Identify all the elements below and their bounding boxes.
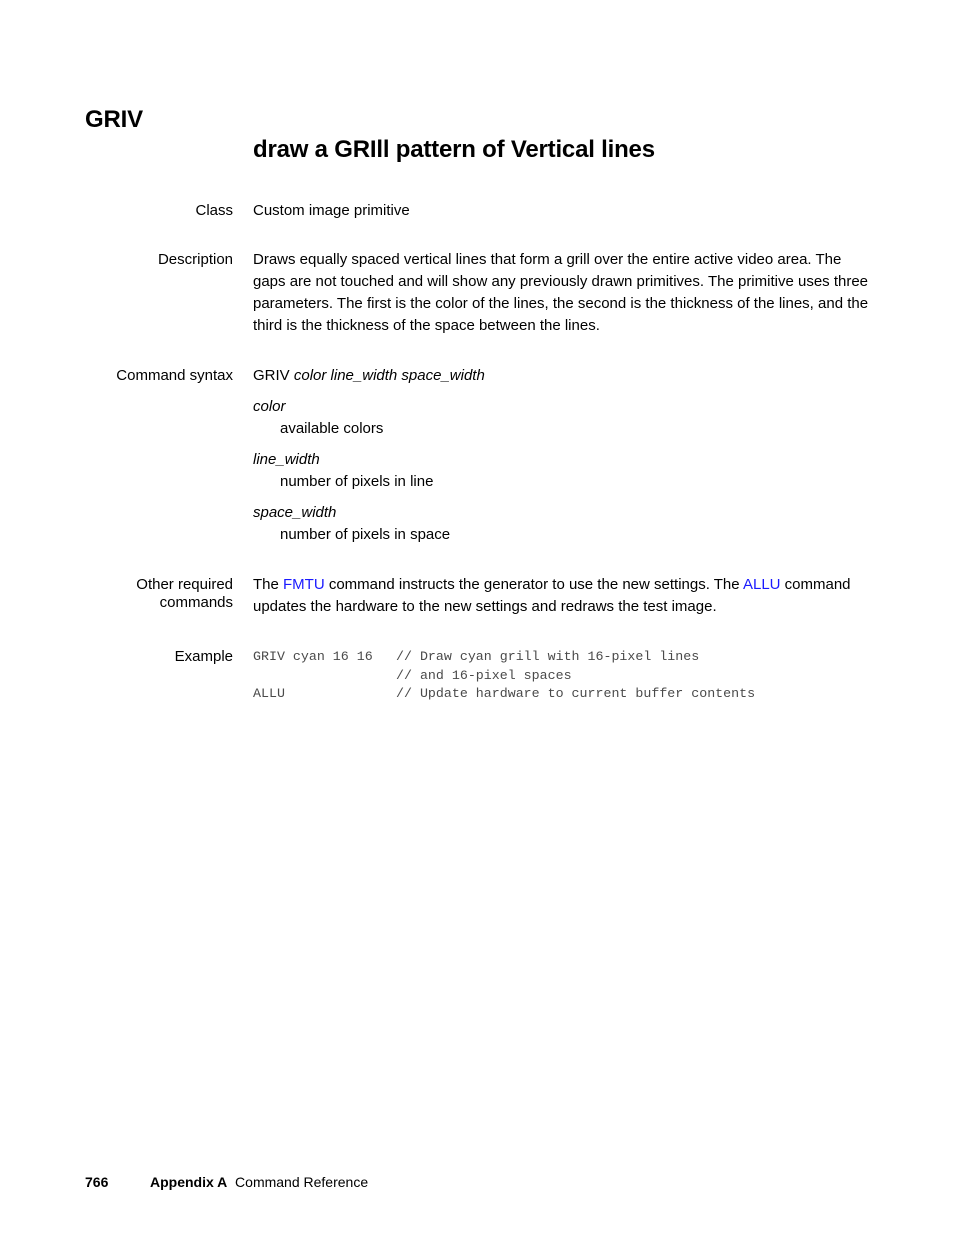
param-desc: available colors (280, 420, 384, 437)
syntax-args: color line_width space_width (293, 367, 485, 384)
code-line: ALLU // Update hardware to current buffer contents (253, 686, 756, 701)
syntax-command: GRIV (253, 367, 290, 384)
param-desc: number of pixels in space (280, 526, 451, 543)
code-line: // and 16-pixel spaces (396, 667, 572, 683)
page-number: 766 (85, 1174, 109, 1190)
command-title: GRIV (85, 106, 143, 133)
param-space-width (253, 502, 450, 546)
example-code (253, 648, 755, 704)
description-label: Description (157, 251, 233, 268)
allu-link[interactable]: ALLU (742, 576, 781, 593)
class-label: Class (195, 202, 233, 219)
fmtu-link[interactable]: FMTU (283, 576, 325, 593)
code-line: GRIV cyan 16 16 // Draw cyan grill with 16-pixel lines (253, 649, 700, 664)
command-subtitle: draw a GRIll pattern of Vertical lines (253, 136, 655, 163)
description-text: Draws equally spaced vertical lines that form a grill over the entire active video area. The gaps are not touched and will show any previously drawn primitives. The primitive uses three parameters. The first is the color of the lines, the second is the thickness of the lines, and the third is the thickness of the space between the lines. (253, 251, 869, 334)
param-line-width (253, 449, 433, 493)
param-name: space_width (253, 504, 337, 521)
syntax-line (253, 365, 873, 387)
footer-section: Appendix A Command Reference (150, 1174, 369, 1190)
other-commands-label: Other required commands (136, 576, 233, 611)
other-commands-text: The FMTU command instructs the generator to use the new settings. The ALLU command updates the hardware to the new settings and redraws the test image. (253, 576, 851, 615)
example-label: Example (174, 648, 233, 665)
class-value: Custom image primitive (253, 202, 410, 219)
param-color (253, 396, 383, 440)
syntax-label: Command syntax (116, 367, 233, 384)
param-desc: number of pixels in line (280, 473, 434, 490)
param-name: color (253, 398, 286, 415)
param-name: line_width (253, 451, 320, 468)
